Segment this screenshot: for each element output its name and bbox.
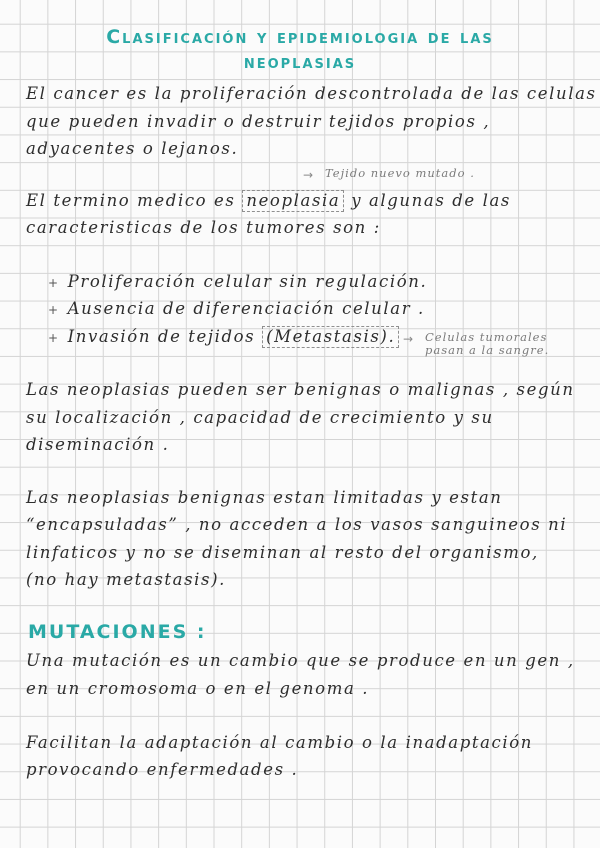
annotation-metastasis: Celulas tumorales [425,330,548,344]
term-suffix: y algunas de las [351,191,511,210]
annotation-metastasis-line2: pasan a la sangre. [425,343,550,357]
bullet-item [48,299,425,318]
arrow-icon: → [303,168,314,182]
term-prefix: El termino medico es [26,191,236,210]
page-title: Clasificación y epidemiologia de las [106,26,494,48]
types-line: su localización , capacidad de crecimiento y su [26,408,494,427]
benign-line: Las neoplasias benignas estan limitadas y estan [26,488,503,507]
arrow-icon: → [403,332,414,346]
plus-icon: + [48,303,60,317]
intro-line: El cancer es la proliferación descontrolada de las celulas [26,84,597,103]
intro-line: adyacentes o lejanos. [26,139,239,158]
term-neoplasia-boxed: neoplasia [242,190,344,212]
page-title-line2: neoplasias [243,51,357,73]
benign-line: “encapsuladas” , no acceden a los vasos sanguineos ni [26,515,568,534]
mutation-line: en un cromosoma o en el genoma . [26,679,370,698]
bullet-item [48,272,427,291]
plus-icon: + [48,331,60,345]
plus-icon: + [48,276,60,290]
bullet-item [48,326,399,348]
intro-line: que pueden invadir o destruir tejidos propios , [26,112,491,131]
adapt-line: Facilitan la adaptación al cambio o la inadaptación [26,733,534,752]
mutation-line: Una mutación es un cambio que se produce en un gen , [26,651,575,670]
bullet-text: Invasión de tejidos [67,327,256,346]
term-line2: caracteristicas de los tumores son : [26,218,381,237]
term-line [26,190,511,212]
bullet-text: Proliferación celular sin regulación. [67,272,428,291]
types-line: diseminación . [26,435,170,454]
adapt-line: provocando enfermedades . [26,760,299,779]
types-line: Las neoplasias pueden ser benignas o malignas , según [26,380,575,399]
section-heading-mutaciones: MUTACIONES : [28,621,207,643]
metastasis-boxed: (Metastasis). [262,326,399,348]
bullet-text: Ausencia de diferenciación celular . [67,299,425,318]
benign-line: linfaticos y no se diseminan al resto del organismo, [26,543,539,562]
annotation-neoplasia: Tejido nuevo mutado . [325,166,475,180]
benign-line: (no hay metastasis). [26,570,226,589]
